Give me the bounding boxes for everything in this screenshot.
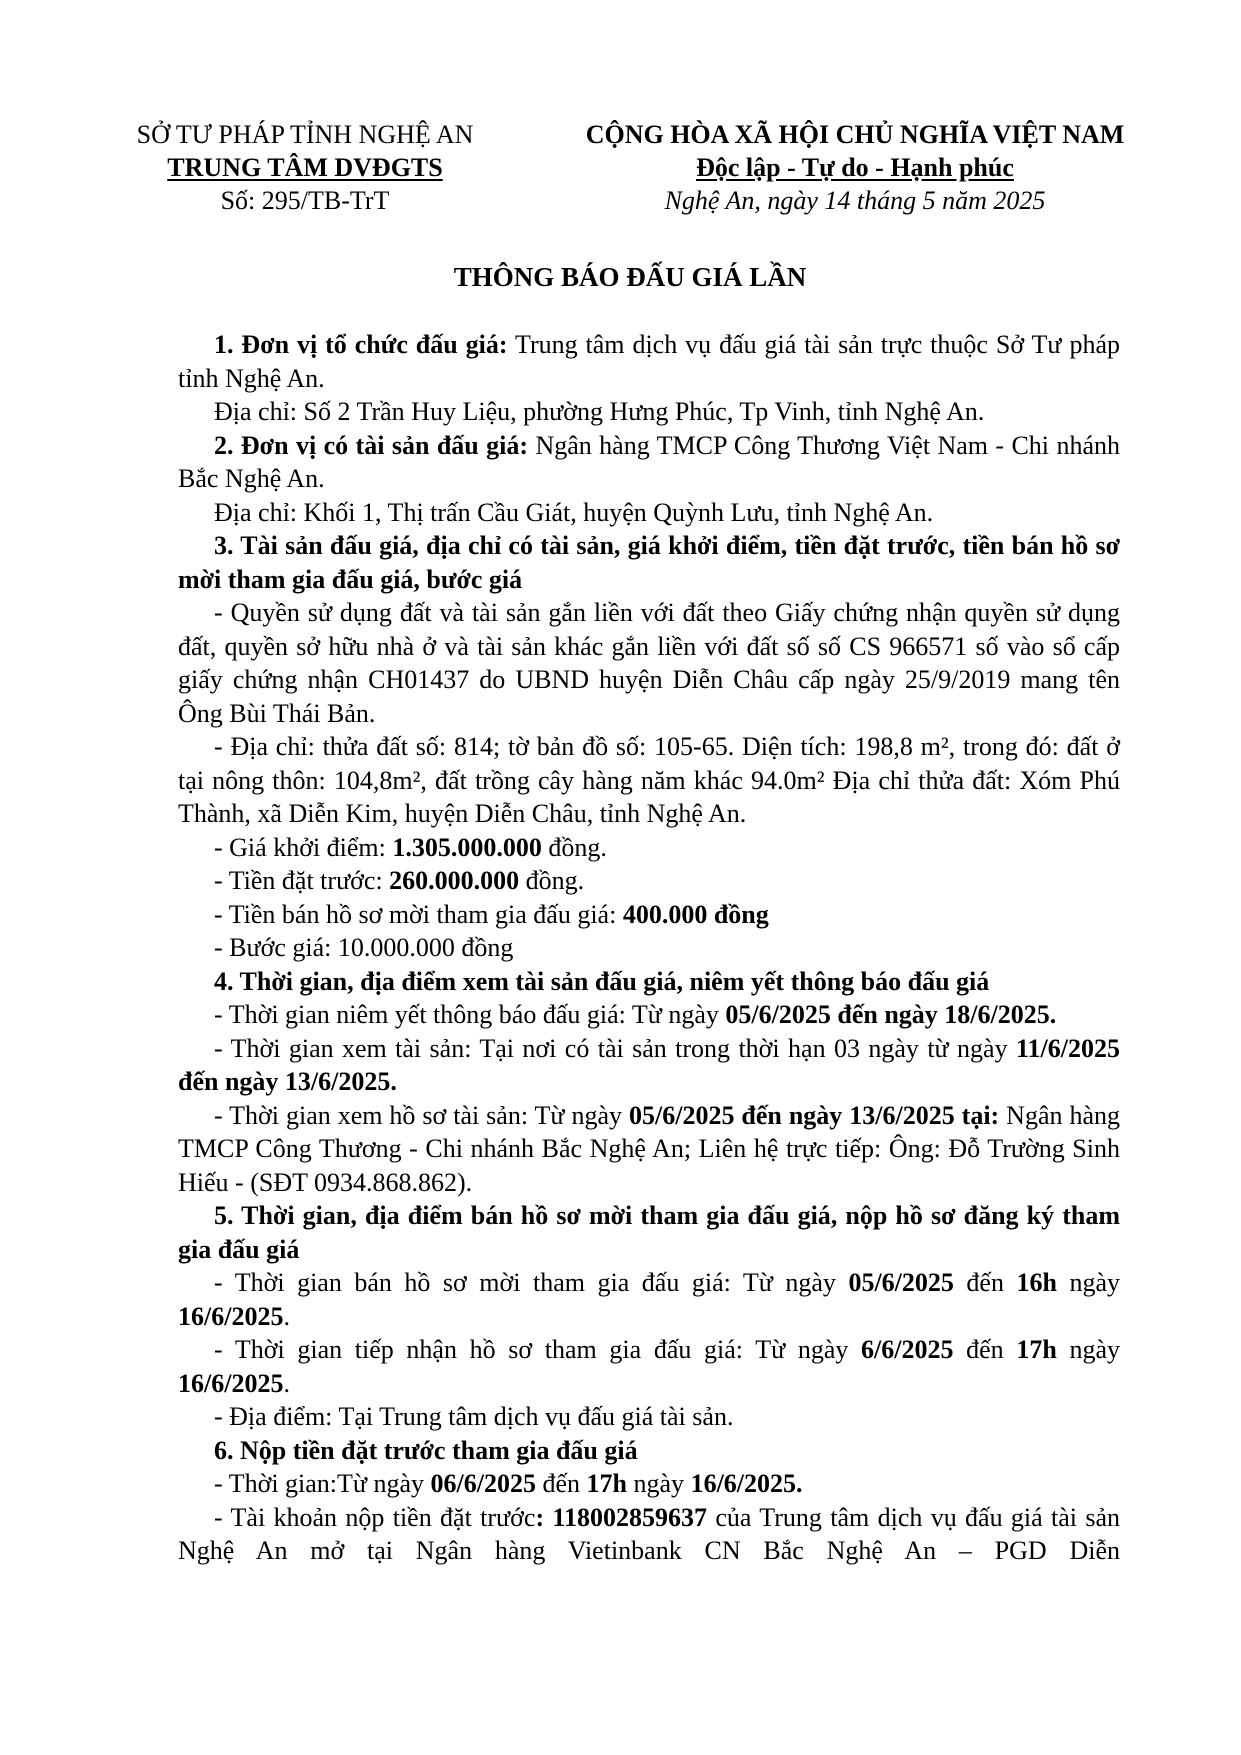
receive-label: - Thời gian tiếp nhận hồ sơ tham gia đấu giá: Từ ngày (214, 1335, 862, 1364)
section-6-heading: 6. Nộp tiền đặt trước tham gia đấu giá (214, 1435, 638, 1465)
document-body (178, 328, 1120, 1568)
dossier-fee-label: - Tiền bán hồ sơ mời tham gia đấu giá: (214, 899, 623, 929)
receive-to: 16/6/2025 (178, 1368, 284, 1398)
viewing-period-value: 11/6/2025 đến ngày 13/6/2025. (178, 1033, 1120, 1096)
docs-viewing-period (178, 1099, 1120, 1200)
deposit-label: - Tiền đặt trước: (214, 866, 390, 895)
document-number: Số: 295/TB-TrT (220, 186, 390, 215)
deposit-time-mid: đến (536, 1469, 587, 1498)
section-1-heading: 1. Đơn vị tổ chức đấu giá: (214, 330, 508, 359)
deposit-account-label: - Tài khoản nộp tiền đặt trước (214, 1502, 536, 1532)
deposit (178, 864, 1120, 898)
start-price-unit: đồng. (541, 832, 607, 862)
deposit-time-to: 16/6/2025. (690, 1469, 803, 1498)
deposit-unit: đồng. (519, 866, 585, 895)
section-2-address: Địa chỉ: Khối 1, Thị trấn Cầu Giát, huyện Quỳnh Lưu, tỉnh Nghệ An. (214, 497, 934, 527)
sale-from: 05/6/2025 (848, 1268, 954, 1297)
dossier-fee (178, 898, 1120, 932)
document-title: THÔNG BÁO ĐẤU GIÁ LẦN (453, 262, 807, 292)
sale-mid: đến (953, 1268, 1017, 1297)
posting-period-label: - Thời gian niêm yết thông báo đấu giá: Từ ngày (214, 1000, 726, 1029)
posting-period-value: 05/6/2025 đến ngày 18/6/2025. (725, 1000, 1057, 1029)
issuer-block (100, 118, 510, 217)
place-and-date: Nghệ An, ngày 14 tháng 5 năm 2025 (664, 186, 1046, 215)
receive-hour: 17h (1016, 1335, 1057, 1364)
dossier-fee-value: 400.000 đồng (622, 899, 769, 929)
sale-hour: 16h (1016, 1268, 1057, 1297)
start-price-value: 1.305.000.000 (392, 832, 542, 862)
deposit-time-hour: 17h (586, 1469, 628, 1498)
docs-viewing-label: - Thời gian xem hồ sơ tài sản: Từ ngày (214, 1100, 629, 1130)
issuer-department: SỞ TƯ PHÁP TỈNH NGHỆ AN (136, 120, 474, 149)
national-motto: Độc lập - Tự do - Hạnh phúc (696, 153, 1014, 182)
start-price (178, 831, 1120, 865)
section-2-heading: 2. Đơn vị có tài sản đấu giá: (214, 430, 529, 460)
receive-mid: đến (953, 1335, 1017, 1364)
asset-description: - Quyền sử dụng đất và tài sản gắn liền với đất theo Giấy chứng nhận quyền sử dụng đất, quyền sở hữu nhà ở và tài sản khác gắn liền với đất số số CS 966571 số vào sổ cấp giấy chứng nhận CH01437 do UBND huyện Diễn Châu cấp ngày 25/9/2019 mang tên Ông Bùi Thái Bản. (178, 598, 1120, 728)
deposit-time-day: ngày (627, 1469, 691, 1498)
dossier-place: - Địa điểm: Tại Trung tâm dịch vụ đấu giá tài sản. (214, 1402, 734, 1431)
docs-viewing-value: 05/6/2025 đến ngày 13/6/2025 tại: (629, 1100, 1000, 1130)
issuer-center: TRUNG TÂM DVĐGTS (167, 153, 443, 182)
sale-label: - Thời gian bán hồ sơ mời tham gia đấu giá: Từ ngày (214, 1268, 849, 1297)
bid-step: - Bước giá: 10.000.000 đồng (214, 933, 514, 962)
asset-location: - Địa chỉ: thửa đất số: 814; tờ bản đồ số: 105-65. Diện tích: 198,8 m², trong đó: đất ở tại nông thôn: 104,8m², đất trồng cây hàng năm khác 94.0m² Địa chỉ thửa đất: Xóm Phú Thành, xã Diễn Kim, huyện Diễn Châu, tỉnh Nghệ An. (178, 732, 1120, 828)
deposit-time-from: 06/6/2025 (430, 1469, 536, 1498)
dossier-receive-period (178, 1333, 1120, 1400)
section-5-heading: 5. Thời gian, địa điểm bán hồ sơ mời tham gia đấu giá, nộp hồ sơ đăng ký tham gia đấu giá (178, 1201, 1120, 1264)
sale-to: 16/6/2025 (178, 1301, 284, 1331)
sale-end: . (283, 1301, 290, 1331)
receive-from: 6/6/2025 (861, 1335, 954, 1364)
docs-viewing-contact: Ngân hàng TMCP Công Thương - Chi nhánh Bắc Nghệ An; Liên hệ trực tiếp: Ông: Đỗ Trường Sinh Hiếu - (SĐT 0934.868.862). (178, 1100, 1121, 1197)
section-1-text: Trung tâm dịch vụ đấu giá tài sản trực thuộc Sở Tư pháp tỉnh Nghệ An. (178, 330, 1120, 393)
section-3-heading: 3. Tài sản đấu giá, địa chỉ có tài sản, giá khởi điểm, tiền đặt trước, tiền bán hồ sơ mời tham gia đấu giá, bước giá (178, 531, 1120, 594)
receive-day: ngày (1056, 1335, 1121, 1364)
sale-day: ngày (1056, 1268, 1120, 1297)
deposit-account-number: : 118002859637 (535, 1502, 708, 1532)
national-heading (540, 118, 1170, 217)
section-2-owner (178, 429, 1120, 496)
deposit-account (178, 1501, 1120, 1568)
start-price-label: - Giá khởi điểm: (214, 832, 393, 862)
deposit-value: 260.000.000 (389, 866, 520, 895)
viewing-period-label: - Thời gian xem tài sản: Tại nơi có tài sản trong thời hạn 03 ngày từ ngày (214, 1033, 1016, 1063)
deposit-account-rest: của Trung tâm dịch vụ đấu giá tài sản Nghệ An mở tại Ngân hàng Vietinbank CN Bắc Nghệ An – PGD Diễn (178, 1502, 1121, 1565)
dossier-sale-period (178, 1266, 1120, 1333)
section-1-organizer (178, 328, 1120, 395)
posting-period (178, 998, 1120, 1032)
viewing-period (178, 1032, 1120, 1099)
section-2-text: Ngân hàng TMCP Công Thương Việt Nam - Chi nhánh Bắc Nghệ An. (178, 430, 1120, 493)
section-1-address: Địa chỉ: Số 2 Trần Huy Liệu, phường Hưng Phúc, Tp Vinh, tỉnh Nghệ An. (214, 397, 985, 426)
country-name: CỘNG HÒA XÃ HỘI CHỦ NGHĨA VIỆT NAM (585, 120, 1125, 149)
deposit-time-label: - Thời gian:Từ ngày (214, 1469, 431, 1498)
receive-end: . (283, 1368, 290, 1398)
deposit-period (178, 1467, 1120, 1501)
section-4-heading: 4. Thời gian, địa điểm xem tài sản đấu giá, niêm yết thông báo đấu giá (214, 966, 990, 996)
